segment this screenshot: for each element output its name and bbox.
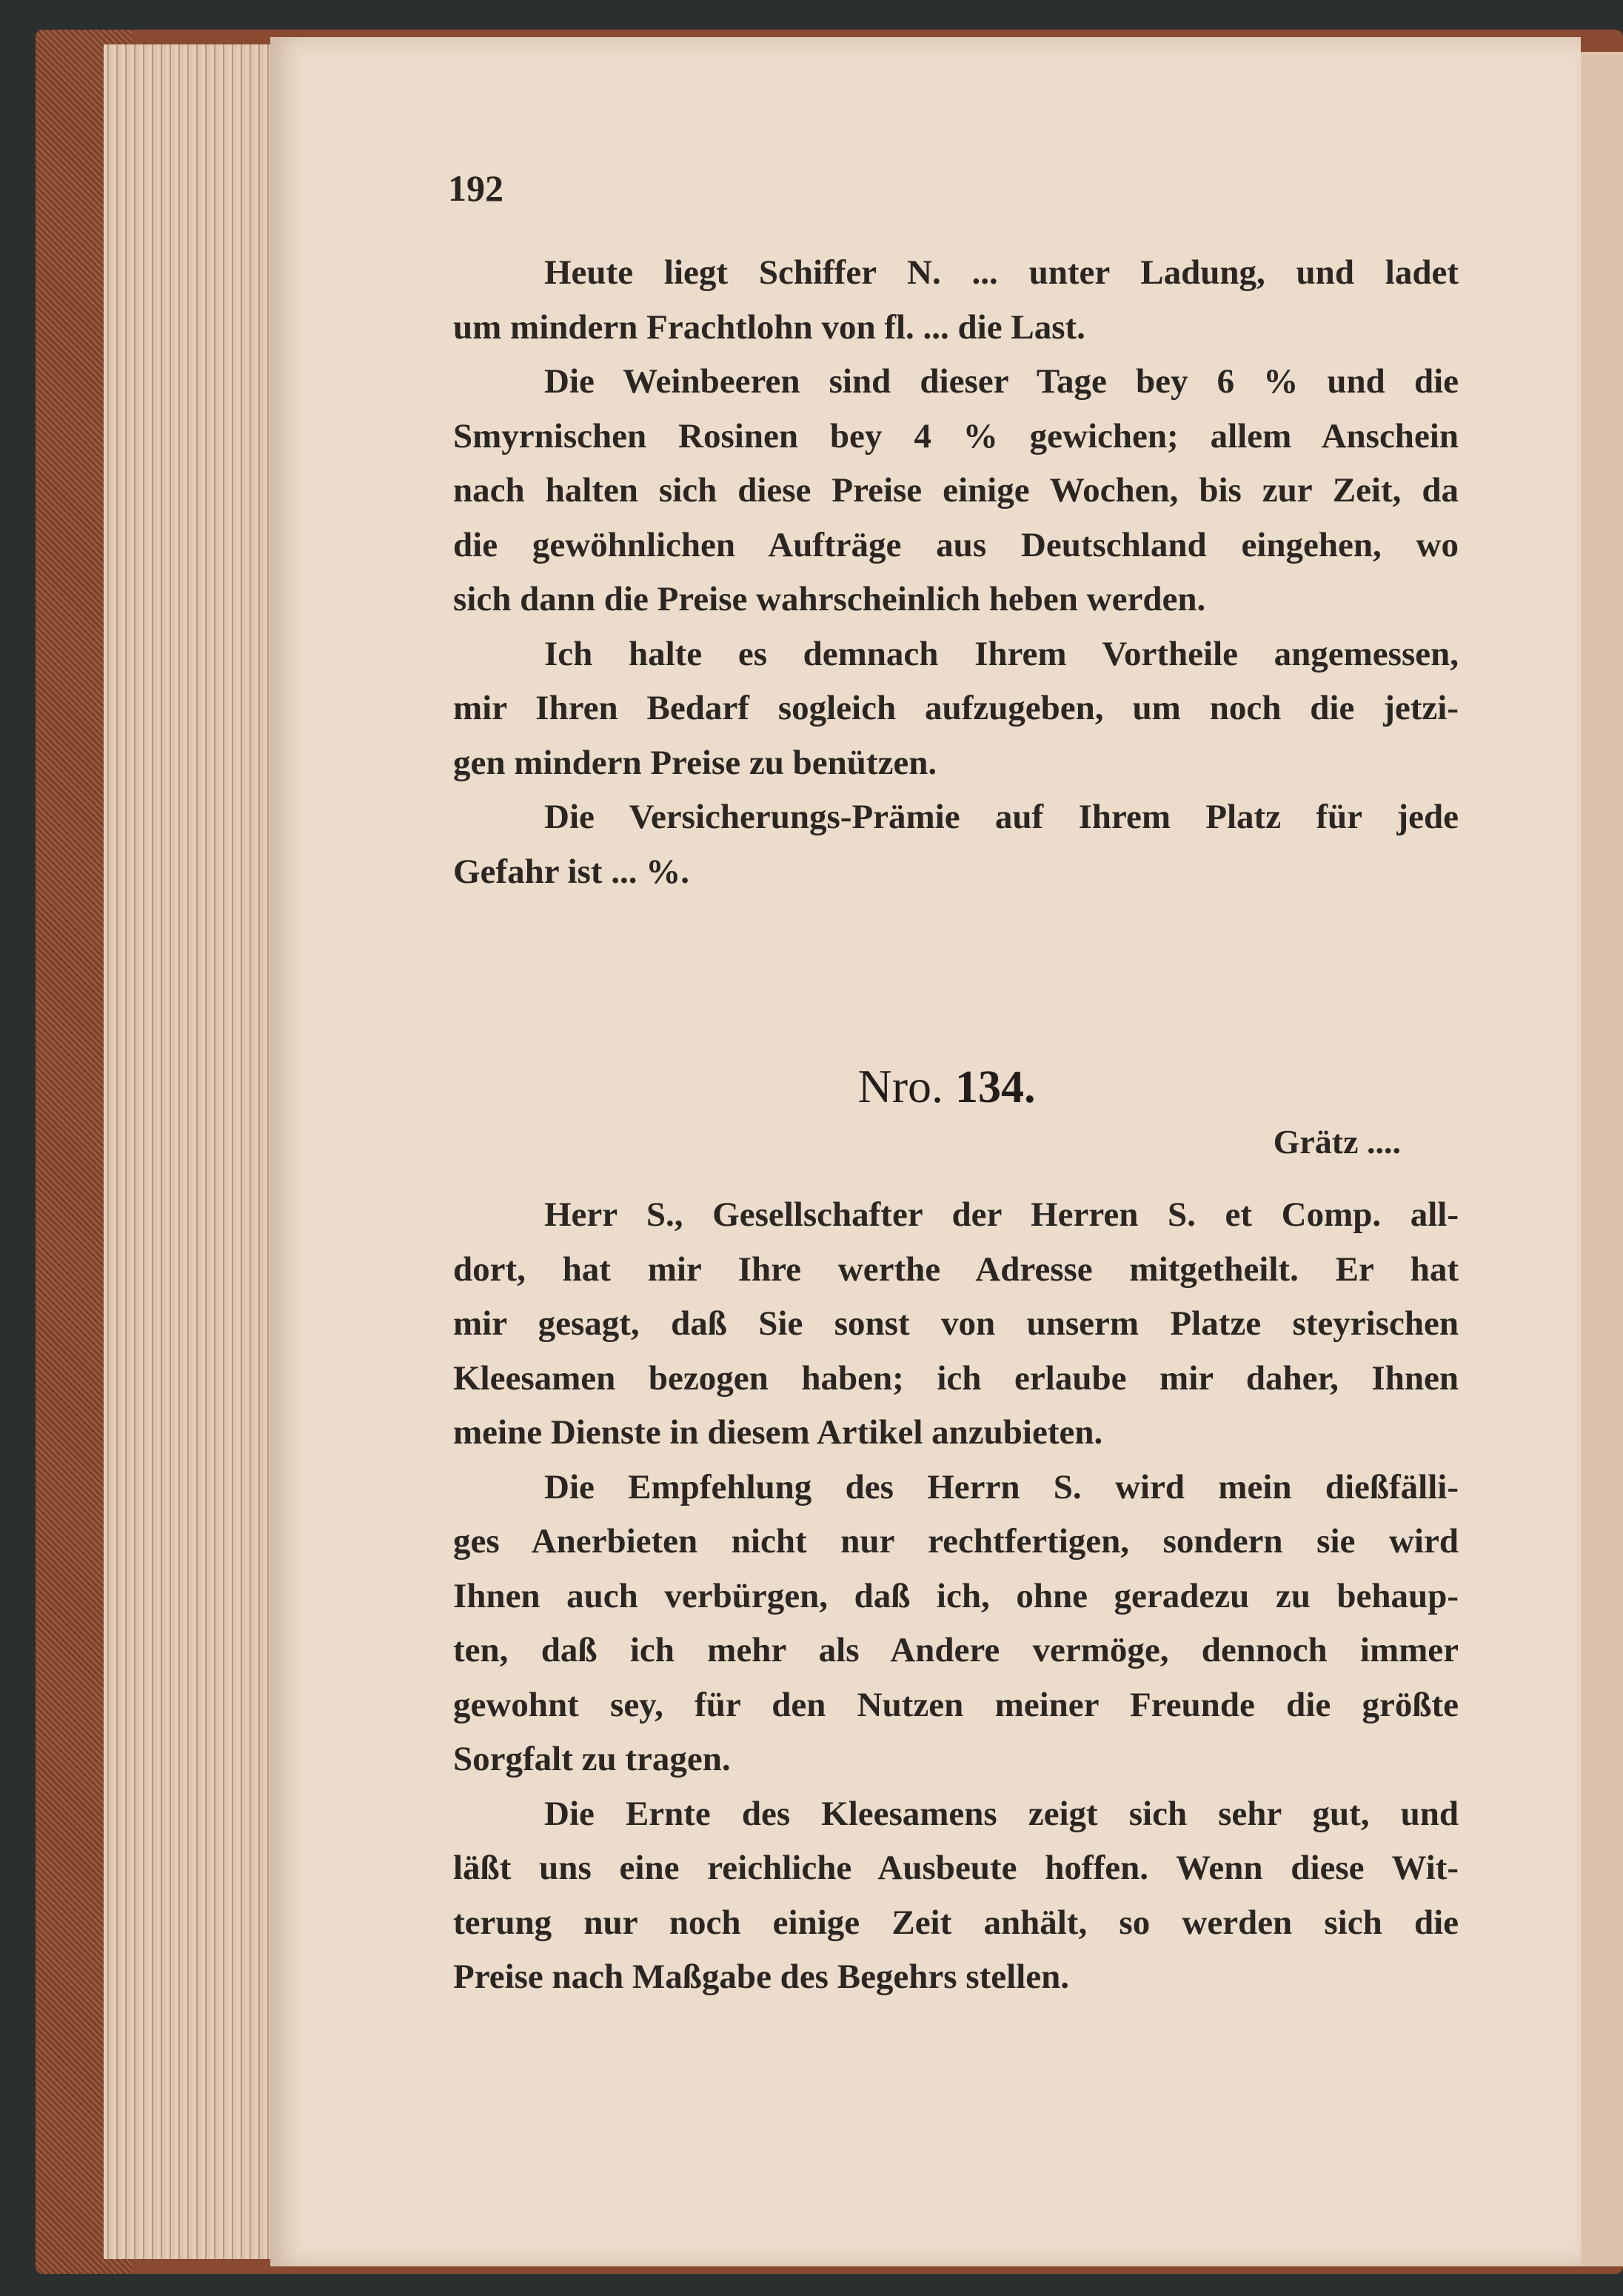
text-line: Die Versicherungs-Prämie auf Ihrem Platz für jede — [544, 798, 1459, 836]
text-line: um mindern Frachtlohn von fl. ... die Last. — [453, 307, 1085, 347]
text-line: dort, hat mir Ihre werthe Adresse mitgetheilt. Er hat — [453, 1249, 1459, 1289]
text-line: gewohnt sey, für den Nutzen meiner Freunde die größte — [453, 1685, 1459, 1724]
heading-number: 134. — [955, 1062, 1036, 1112]
letter-place: Grätz .... — [1273, 1123, 1401, 1161]
heading-prefix: Nro. — [857, 1060, 944, 1112]
text-line: Kleesamen bezogen haben; ich erlaube mir daher, Ihnen — [453, 1358, 1459, 1398]
text-line: Sorgfalt zu tragen. — [453, 1740, 731, 1778]
text-line: Heute liegt Schiffer N. ... unter Ladung, und ladet — [544, 253, 1459, 292]
text-line: nach halten sich diese Preise einige Wochen, bis zur Zeit, da — [453, 471, 1459, 510]
text-line: sich dann die Preise wahrscheinlich heben werden. — [453, 580, 1206, 618]
text-line: Gefahr ist ... %. — [453, 852, 689, 891]
letter-heading — [0, 1059, 1623, 1114]
text-line: läßt uns eine reichliche Ausbeute hoffen. Wenn diese Wit- — [453, 1849, 1459, 1887]
page-edges — [104, 44, 296, 2259]
text-line: Ihnen auch verbürgen, daß ich, ohne geradezu zu behaup- — [453, 1576, 1459, 1615]
text-line: Herr S., Gesellschafter der Herren S. et Comp. all- — [544, 1195, 1459, 1234]
text-line: terung nur noch einige Zeit anhält, so werden sich die — [453, 1903, 1459, 1942]
text-line: Smyrnischen Rosinen bey 4 % gewichen; allem Anschein — [453, 416, 1459, 455]
text-line: Die Weinbeeren sind dieser Tage bey 6 % und die — [544, 362, 1459, 401]
text-line: Die Ernte des Kleesamens zeigt sich sehr gut, und — [544, 1794, 1459, 1833]
text-line: mir Ihren Bedarf sogleich aufzugeben, um noch die jetzi- — [453, 689, 1459, 727]
text-line: gen mindern Preise zu benützen. — [453, 743, 937, 782]
text-line: meine Dienste in diesem Artikel anzubieten. — [453, 1413, 1103, 1452]
text-line: ten, daß ich mehr als Andere vermöge, dennoch immer — [453, 1631, 1459, 1669]
text-line: Die Empfehlung des Herrn S. wird mein dießfälli- — [544, 1467, 1459, 1506]
text-line: mir gesagt, daß Sie sonst von unserm Platze steyrischen — [453, 1304, 1459, 1343]
facing-page-edge — [1573, 52, 1623, 2266]
text-line: ges Anerbieten nicht nur rechtfertigen, sondern sie wird — [453, 1522, 1459, 1561]
text-line: Ich halte es demnach Ihrem Vortheile angemessen, — [544, 634, 1459, 673]
text-line: Preise nach Maßgabe des Begehrs stellen. — [453, 1958, 1070, 1996]
text-line: die gewöhnlichen Aufträge aus Deutschland eingehen, wo — [453, 525, 1459, 564]
page-number: 192 — [448, 167, 503, 209]
